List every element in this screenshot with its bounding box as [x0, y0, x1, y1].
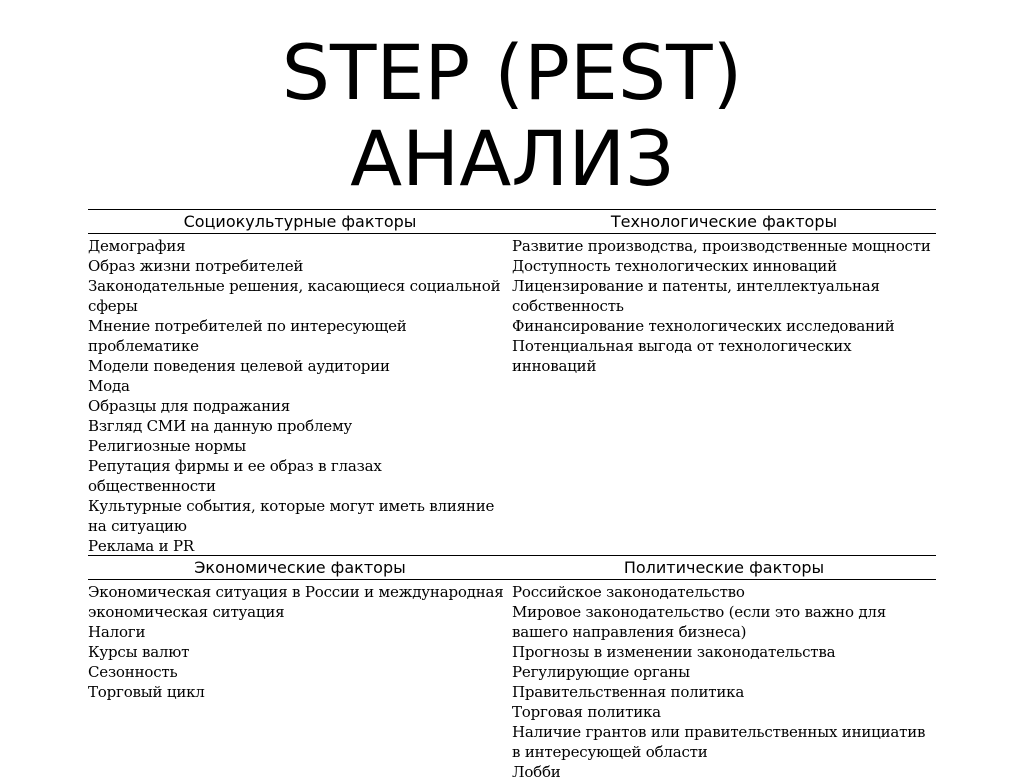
list-item: Правительственная политика: [512, 682, 932, 702]
social-factors-cell: [88, 234, 512, 557]
list-item: Взгляд СМИ на данную проблему: [88, 416, 508, 436]
list-item: Лицензирование и патенты, интеллектуальная собственность: [512, 276, 932, 316]
list-item: Налоги: [88, 622, 508, 642]
list-item: Мода: [88, 376, 508, 396]
list-item: Прогнозы в изменении законодательства: [512, 642, 932, 662]
list-item: Развитие производства, производственные мощности: [512, 236, 932, 256]
list-item: Торговая политика: [512, 702, 932, 722]
list-item: Репутация фирмы и ее образ в глазах общественности: [88, 456, 508, 496]
list-item: Российское законодательство: [512, 582, 932, 602]
list-item: Реклама и PR: [88, 536, 508, 556]
economic-political-table: [88, 555, 936, 782]
list-item: Модели поведения целевой аудитории: [88, 356, 508, 376]
list-item: Культурные события, которые могут иметь влияние на ситуацию: [88, 496, 508, 536]
list-item: Курсы валют: [88, 642, 508, 662]
list-item: Образ жизни потребителей: [88, 256, 508, 276]
technological-factors-list: [512, 236, 932, 376]
list-item: Доступность технологических инноваций: [512, 256, 932, 276]
list-item: Мнение потребителей по интересующей проблематике: [88, 316, 508, 356]
list-item: Законодательные решения, касающиеся социальной сферы: [88, 276, 508, 316]
list-item: Демография: [88, 236, 508, 256]
slide-title-line-1: STEP (PEST): [0, 30, 1024, 116]
list-item: Мировое законодательство (если это важно для вашего направления бизнеса): [512, 602, 932, 642]
list-item: Образцы для подражания: [88, 396, 508, 416]
social-factors-header: Социокультурные факторы: [88, 210, 512, 234]
social-technological-table: [88, 209, 936, 556]
list-item: Финансирование технологических исследований: [512, 316, 932, 336]
economic-factors-list: [88, 582, 508, 702]
list-item: Сезонность: [88, 662, 508, 682]
slide-title: [0, 30, 1024, 202]
political-factors-list: [512, 582, 932, 782]
list-item: Торговый цикл: [88, 682, 508, 702]
economic-factors-cell: [88, 580, 512, 782]
list-item: Потенциальная выгода от технологических инноваций: [512, 336, 932, 376]
list-item: Религиозные нормы: [88, 436, 508, 456]
political-factors-cell: [512, 580, 936, 782]
social-factors-list: [88, 236, 508, 556]
list-item: Лобби: [512, 762, 932, 782]
list-item: Экономическая ситуация в России и международная экономическая ситуация: [88, 582, 508, 622]
list-item: Наличие грантов или правительственных инициатив в интересующей области: [512, 722, 932, 762]
political-factors-header: Политические факторы: [512, 556, 936, 580]
technological-factors-cell: [512, 234, 936, 557]
technological-factors-header: Технологические факторы: [512, 210, 936, 234]
economic-factors-header: Экономические факторы: [88, 556, 512, 580]
list-item: Регулирующие органы: [512, 662, 932, 682]
slide-title-line-2: АНАЛИЗ: [0, 116, 1024, 202]
